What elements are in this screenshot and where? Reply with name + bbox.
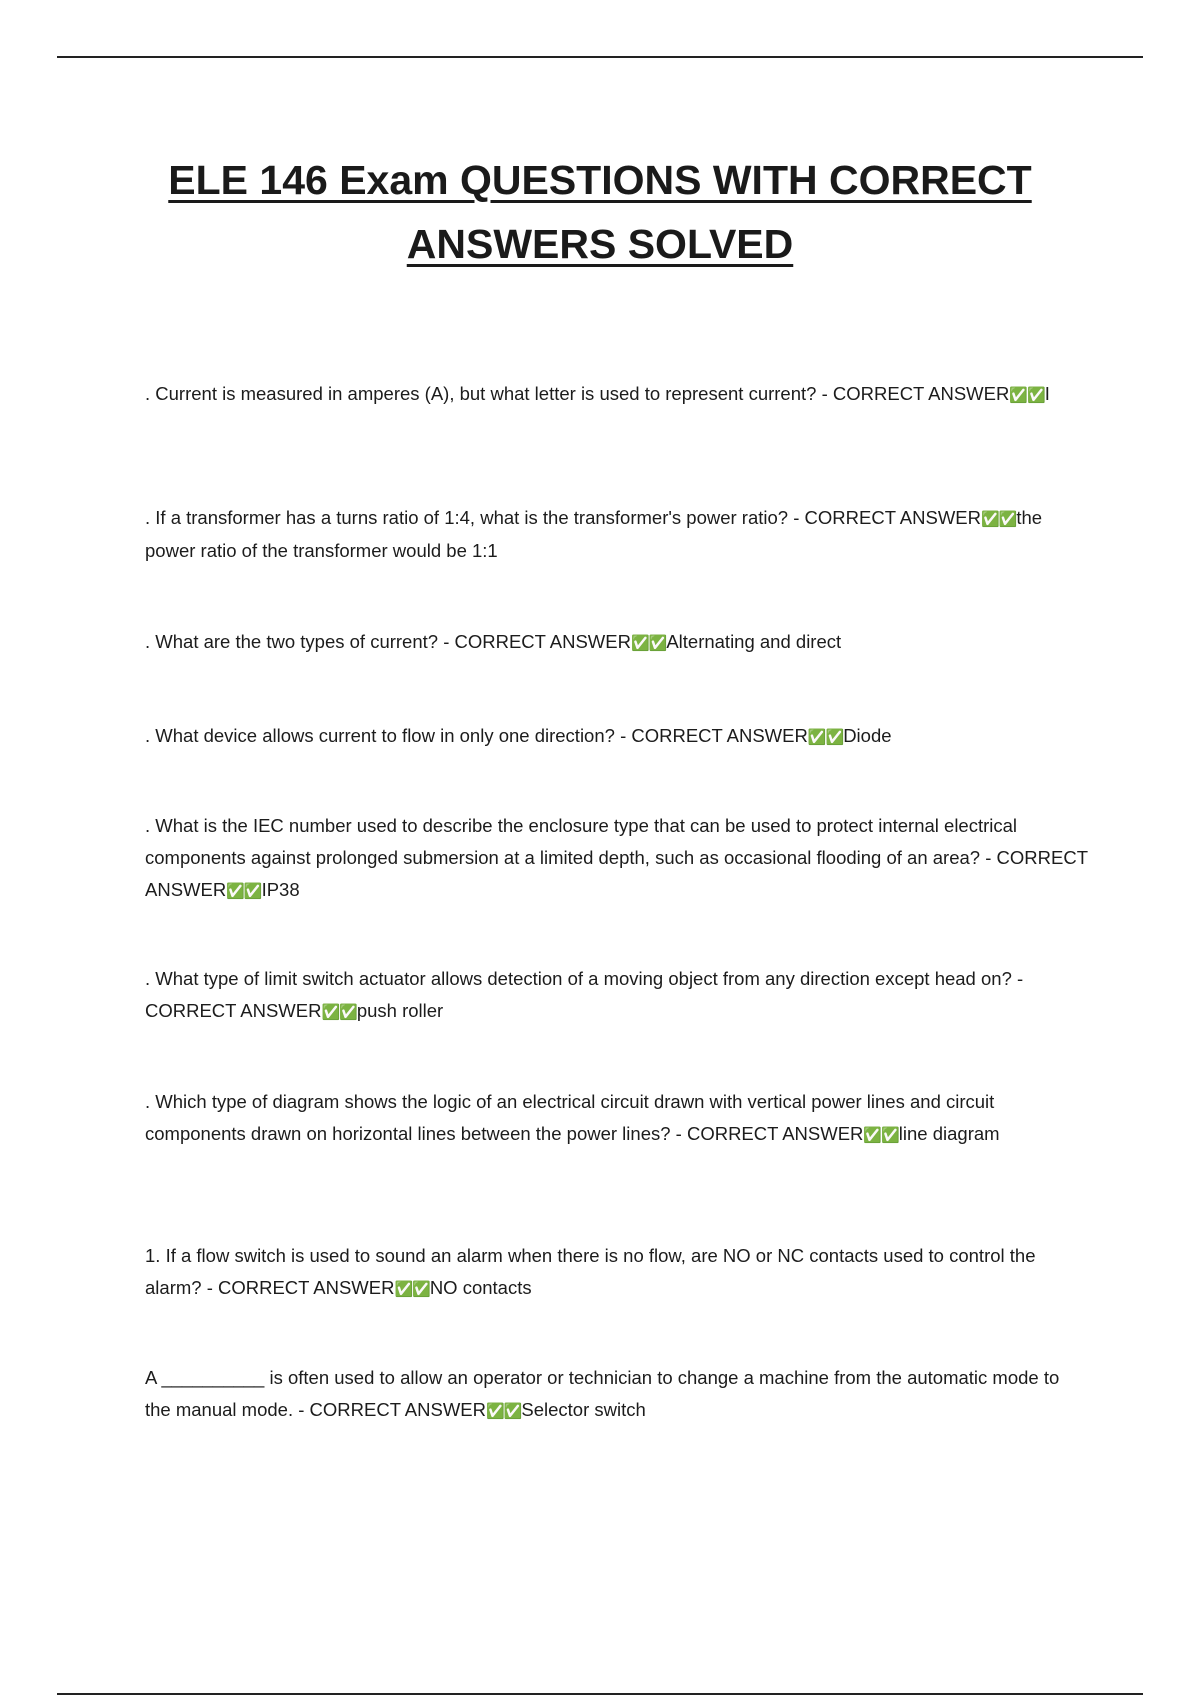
document-title bbox=[100, 148, 1100, 276]
qa-item bbox=[145, 1086, 1090, 1151]
question-text: . Current is measured in amperes (A), but what letter is used to represent current? - CORRECT ANSWER bbox=[145, 383, 1010, 404]
qa-item bbox=[145, 1240, 1090, 1305]
check-icon: ✅✅ bbox=[1009, 386, 1045, 404]
header-rule bbox=[57, 56, 1143, 58]
answer-text: push roller bbox=[356, 1000, 444, 1021]
check-icon: ✅✅ bbox=[863, 1126, 899, 1144]
footer-rule bbox=[57, 1693, 1143, 1695]
check-icon: ✅✅ bbox=[980, 510, 1017, 528]
title-line-2: ANSWERS SOLVED bbox=[406, 221, 794, 267]
question-text: 1. If a flow switch is used to sound an alarm when there is no flow, are NO or NC contacts used to control the alarm? - CORRECT ANSWER bbox=[145, 1245, 1036, 1298]
qa-item bbox=[145, 378, 1090, 411]
answer-text: NO contacts bbox=[429, 1277, 532, 1298]
question-text: A __________ is often used to allow an operator or technician to change a machine from the automatic mode to the manual mode. - CORRECT ANSWER bbox=[145, 1367, 1060, 1420]
qa-item bbox=[145, 720, 1090, 753]
answer-text: line diagram bbox=[898, 1123, 1000, 1144]
check-icon: ✅✅ bbox=[226, 882, 262, 900]
title-line-1: ELE 146 Exam QUESTIONS WITH CORRECT bbox=[168, 157, 1032, 203]
qa-item bbox=[145, 963, 1090, 1028]
qa-item bbox=[145, 810, 1090, 907]
qa-item bbox=[145, 626, 1090, 659]
check-icon: ✅✅ bbox=[321, 1003, 357, 1021]
answer-text: I bbox=[1044, 383, 1050, 404]
question-text: . What is the IEC number used to describe the enclosure type that can be used to protect internal electrical components against prolonged submersion at a limited depth, such as occasional flooding of an area? - CORRECT ANSWER bbox=[145, 815, 1088, 900]
question-text: . What device allows current to flow in only one direction? - CORRECT ANSWER bbox=[145, 725, 808, 746]
answer-text: the power ratio of the transformer would be 1:1 bbox=[145, 507, 1043, 561]
question-text: . What type of limit switch actuator allows detection of a moving object from any direction except head on? - CORRECT ANSWER bbox=[145, 968, 1024, 1021]
question-text: . Which type of diagram shows the logic of an electrical circuit drawn with vertical power lines and circuit components drawn on horizontal lines between the power lines? - CORRECT ANSWER bbox=[145, 1091, 995, 1144]
question-text: . What are the two types of current? - CORRECT ANSWER bbox=[145, 631, 631, 652]
answer-text: Selector switch bbox=[521, 1399, 646, 1420]
check-icon: ✅✅ bbox=[807, 728, 844, 746]
check-icon: ✅✅ bbox=[630, 634, 667, 652]
question-text: . If a transformer has a turns ratio of 1:4, what is the transformer's power ratio? - CORRECT ANSWER bbox=[145, 507, 981, 528]
qa-item bbox=[145, 502, 1090, 567]
answer-text: IP38 bbox=[261, 879, 300, 900]
answer-text: Diode bbox=[843, 725, 892, 746]
check-icon: ✅✅ bbox=[394, 1280, 430, 1298]
qa-item bbox=[145, 1362, 1090, 1427]
answer-text: Alternating and direct bbox=[666, 631, 842, 652]
check-icon: ✅✅ bbox=[486, 1402, 522, 1420]
